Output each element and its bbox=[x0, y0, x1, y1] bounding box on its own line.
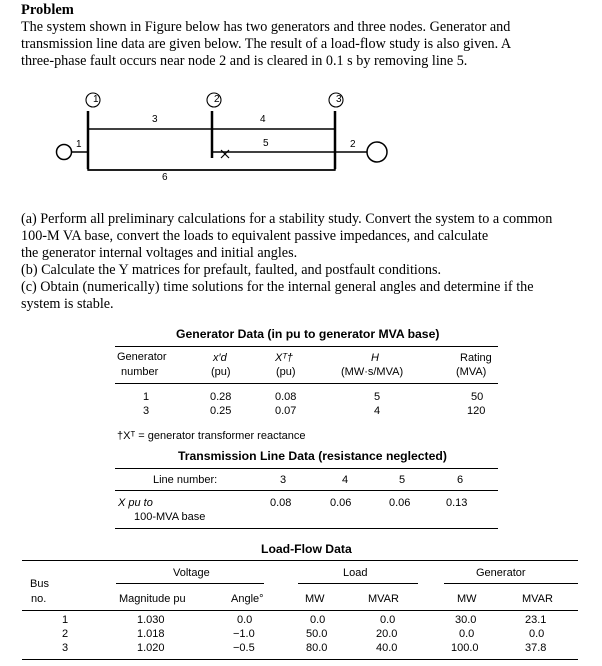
line-number: 6 bbox=[457, 474, 464, 486]
line-x-value: 0.06 bbox=[389, 497, 411, 509]
line-x-value: 0.13 bbox=[446, 497, 468, 509]
gen-row-number: 1 bbox=[143, 391, 150, 403]
task-line: (a) Perform all preliminary calculations for a stability study. Convert the system to a common bbox=[21, 211, 553, 227]
loadflow-angle: −0.5 bbox=[233, 642, 255, 654]
generator-2-label: 2 bbox=[350, 139, 356, 150]
line-table-title: Transmission Line Data (resistance neglected) bbox=[178, 449, 447, 463]
line-3-label: 3 bbox=[152, 114, 158, 125]
gen-row-xd: 0.28 bbox=[210, 391, 232, 403]
loadflow-col-load-mvar: MVAR bbox=[368, 593, 399, 605]
task-line: (b) Calculate the Y matrices for prefault, faulted, and postfault conditions. bbox=[21, 262, 442, 278]
loadflow-gen-mw: 100.0 bbox=[451, 642, 479, 654]
line-row-label-base: 100-MVA base bbox=[134, 511, 206, 523]
loadflow-load-mvar: 0.0 bbox=[380, 614, 396, 626]
loadflow-gen-mw: 0.0 bbox=[459, 628, 475, 640]
loadflow-col-angle: Angle° bbox=[231, 593, 264, 605]
gen-row-rating: 50 bbox=[471, 391, 484, 403]
intro-line: three-phase fault occurs near node 2 and is cleared in 0.1 s by removing line 5. bbox=[21, 53, 468, 69]
loadflow-col-gen-mw: MW bbox=[457, 593, 477, 605]
loadflow-load-mw: 0.0 bbox=[310, 614, 326, 626]
gen-col-xd: x′d bbox=[213, 352, 227, 364]
generator-2-symbol bbox=[367, 142, 387, 162]
loadflow-magnitude: 1.018 bbox=[137, 628, 165, 640]
line-number: 4 bbox=[342, 474, 349, 486]
gen-col-xd-unit: (pu) bbox=[211, 366, 231, 378]
gen-row-xt: 0.07 bbox=[275, 405, 297, 417]
line-number: 5 bbox=[399, 474, 406, 486]
loadflow-gen-mvar: 23.1 bbox=[525, 614, 547, 626]
loadflow-magnitude: 1.030 bbox=[137, 614, 165, 626]
intro-line: The system shown in Figure below has two generators and three nodes. Generator and bbox=[21, 19, 511, 35]
loadflow-bus: 1 bbox=[62, 614, 69, 626]
loadflow-col-load-mw: MW bbox=[305, 593, 325, 605]
gen-col-h: H bbox=[371, 352, 379, 364]
line-6-label: 6 bbox=[162, 172, 168, 183]
gen-col-number: number bbox=[121, 366, 159, 378]
gen-row-xt: 0.08 bbox=[275, 391, 297, 403]
task-line: (c) Obtain (numerically) time solutions for the internal general angles and determine if the bbox=[21, 279, 534, 295]
gen-table-footnote: †Xᵀ = generator transformer reactance bbox=[117, 430, 306, 442]
task-line: 100-M VA base, convert the loads to equivalent passive impedances, and calculate bbox=[21, 228, 489, 244]
loadflow-load-mw: 80.0 bbox=[306, 642, 328, 654]
loadflow-col-no: no. bbox=[31, 593, 47, 605]
loadflow-magnitude: 1.020 bbox=[137, 642, 165, 654]
gen-col-xt-unit: (pu) bbox=[276, 366, 296, 378]
loadflow-gen-mvar: 0.0 bbox=[529, 628, 545, 640]
gen-col-h-unit: (MW·s/MVA) bbox=[341, 366, 404, 378]
intro-line: transmission line data are given below. The result of a load-flow study is also given. A bbox=[21, 36, 512, 52]
problem-heading: Problem bbox=[21, 2, 74, 18]
line-6 bbox=[88, 164, 335, 170]
loadflow-gen-mvar: 37.8 bbox=[525, 642, 547, 654]
loadflow-angle: 0.0 bbox=[237, 614, 253, 626]
task-line: system is stable. bbox=[21, 296, 114, 312]
loadflow-angle: −1.0 bbox=[233, 628, 255, 640]
loadflow-load-mw: 50.0 bbox=[306, 628, 328, 640]
generator-1-label: 1 bbox=[76, 139, 82, 150]
loadflow-bus: 3 bbox=[62, 642, 69, 654]
gen-col-generator: Generator bbox=[117, 351, 167, 363]
line-header-label: Line number: bbox=[153, 474, 218, 486]
line-x-value: 0.08 bbox=[270, 497, 292, 509]
loadflow-col-bus: Bus bbox=[30, 578, 49, 590]
gen-row-h: 4 bbox=[374, 405, 381, 417]
gen-row-number: 3 bbox=[143, 405, 150, 417]
loadflow-load-mvar: 40.0 bbox=[376, 642, 398, 654]
loadflow-gen-mw: 30.0 bbox=[455, 614, 477, 626]
generator-1-symbol bbox=[57, 145, 72, 160]
gen-col-rating: Rating bbox=[460, 352, 492, 364]
loadflow-group-load: Load bbox=[343, 567, 368, 579]
loadflow-group-voltage: Voltage bbox=[173, 567, 210, 579]
loadflow-group-generator: Generator bbox=[476, 567, 526, 579]
task-line: the generator internal voltages and initial angles. bbox=[21, 245, 298, 261]
line-number: 3 bbox=[280, 474, 287, 486]
line-4-label: 4 bbox=[260, 114, 266, 125]
gen-row-xd: 0.25 bbox=[210, 405, 232, 417]
gen-row-rating: 120 bbox=[467, 405, 486, 417]
loadflow-load-mvar: 20.0 bbox=[376, 628, 398, 640]
loadflow-col-magnitude: Magnitude pu bbox=[119, 593, 186, 605]
line-5-label: 5 bbox=[263, 138, 269, 149]
loadflow-col-gen-mvar: MVAR bbox=[522, 593, 553, 605]
gen-table-title: Generator Data (in pu to generator MVA base) bbox=[176, 327, 440, 341]
gen-row-h: 5 bbox=[374, 391, 381, 403]
line-row-label: X pu to bbox=[118, 497, 153, 509]
gen-col-rating-unit: (MVA) bbox=[456, 366, 487, 378]
gen-col-xt: Xᵀ† bbox=[275, 352, 293, 364]
loadflow-table-title: Load-Flow Data bbox=[261, 542, 352, 556]
loadflow-bus: 2 bbox=[62, 628, 69, 640]
line-x-value: 0.06 bbox=[330, 497, 352, 509]
